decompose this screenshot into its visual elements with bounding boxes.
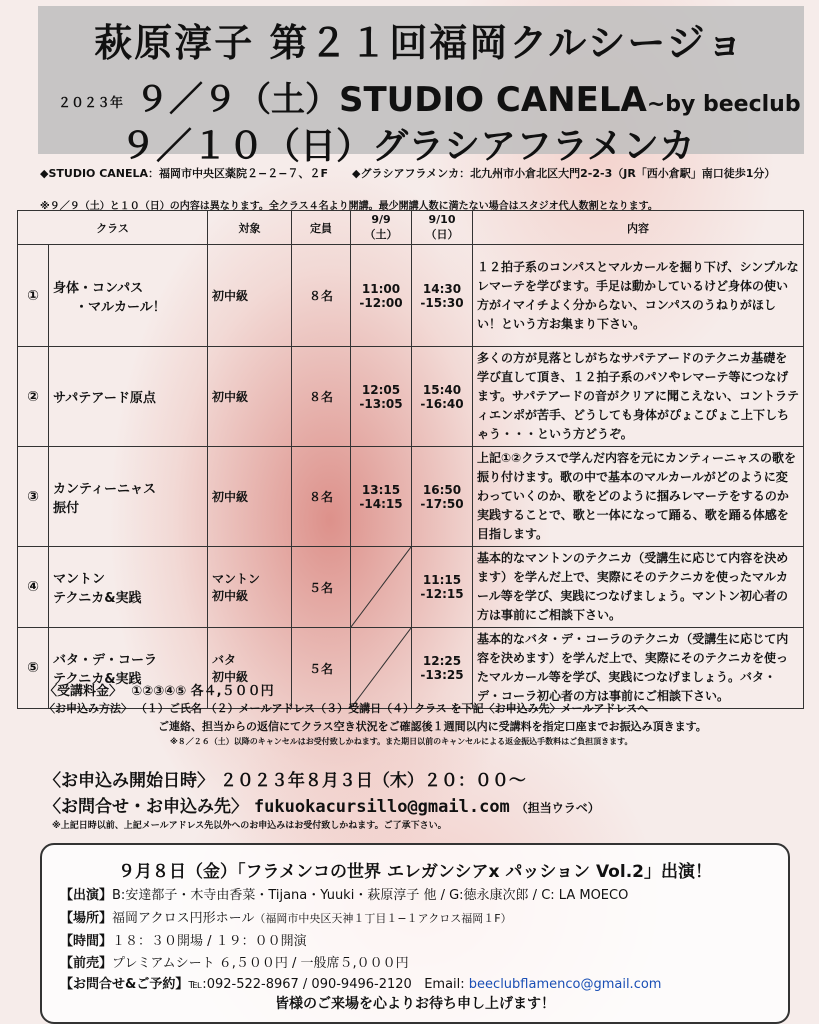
class-name bbox=[49, 245, 208, 347]
header-day2 bbox=[412, 211, 473, 245]
place-value: 福岡アクロス円形ホール bbox=[112, 911, 255, 926]
class-name-line1: 身体・コンパス bbox=[53, 280, 144, 296]
class-content: 基本的なマントンのテクニカ（受講生に応じて内容を決めます）を学んだ上で、実際にそのテクニカを使ったマルカール等を学び、実践につなげましょう。マントン初心者の方は事前にご相談下さい。 bbox=[473, 547, 804, 628]
day1-start: 13:15 bbox=[361, 482, 401, 497]
day2-start: 14:30 bbox=[422, 281, 462, 296]
cast-label: 【出演】 bbox=[60, 888, 113, 903]
table-row bbox=[18, 547, 804, 628]
target-line1: マントン bbox=[212, 572, 261, 586]
class-content: 多くの方が見落としがちなサパテアードのテクニカ基礎を学び直して頂き、１２拍子系のパソやレマーテ等につなげます。サパテアードの音がクリアに聞こえない、コントラティエンポが苦手、どうしても身体がぴょこぴょこ上下しちゃう・・・という方どうぞ。 bbox=[473, 347, 804, 447]
day2-end: -17:50 bbox=[420, 496, 464, 511]
header-class: クラス bbox=[18, 211, 208, 245]
time-label: 【時間】 bbox=[60, 934, 113, 949]
event-title: ９月８日（金）「フラメンコの世界 エレガンシアx パッション Vol.2」出演！ bbox=[118, 862, 712, 882]
event-cast bbox=[60, 884, 628, 903]
event-time bbox=[60, 930, 307, 949]
apply-text-1: （１）ご氏名 （２）メールアドレス（３）受講日（４）クラス を下記〈お申込み先〉メールアドレスへ bbox=[135, 702, 649, 715]
bottom-note: ※上記日時以前、上記メールアドレス先以外へのお申込みはお受付致しかねます。ご了承下さい。 bbox=[52, 821, 447, 831]
target-line1: バタ bbox=[212, 653, 237, 667]
table-row bbox=[18, 245, 804, 347]
time-value: １８：３０開場 / １９：００開演 bbox=[112, 934, 307, 949]
page-title: 萩原淳子 第２１回福岡クルシージョ bbox=[94, 21, 746, 65]
class-name-line1: サパテアード原点 bbox=[53, 391, 156, 406]
inquiry-email[interactable]: beeclubflamenco@gmail.com bbox=[468, 977, 662, 992]
target-line1: 初中級 bbox=[212, 289, 249, 303]
class-name bbox=[49, 347, 208, 447]
fee-label: 〈受講料金〉 bbox=[44, 684, 123, 699]
class-target bbox=[208, 547, 292, 628]
day1-end: -14:15 bbox=[359, 496, 403, 511]
day1-text: ９／９（土）STUDIO CANELA bbox=[135, 80, 647, 120]
inquiry-tel[interactable]: ℡:092-522-8967 / 090-9496-2120 bbox=[188, 977, 412, 992]
class-name-line2: ・マルカール！ bbox=[75, 299, 166, 315]
class-name-line2: 振付 bbox=[53, 500, 80, 516]
class-target bbox=[208, 245, 292, 347]
day2-start: 16:50 bbox=[422, 482, 462, 497]
class-name-line1: マントン bbox=[53, 572, 106, 587]
table-row bbox=[18, 447, 804, 547]
day2-end: -13:25 bbox=[420, 668, 464, 682]
place-address: （福岡市中央区天神１丁目１−１アクロス福岡１F） bbox=[254, 912, 512, 925]
header-day1-dow: （土） bbox=[364, 228, 398, 241]
day2-end: -12:15 bbox=[420, 587, 464, 601]
venue-2: ◆グラシアフラメンカ：北九州市小倉北区大門2-2-3（JR「西小倉駅」南口徒歩1分） bbox=[352, 167, 776, 180]
day1-heading bbox=[135, 72, 801, 121]
apply-label: 〈お申込み方法〉 bbox=[44, 702, 132, 715]
day2-time bbox=[412, 447, 473, 547]
event-inquiry bbox=[60, 973, 661, 992]
header-day2-date: 9/10 bbox=[428, 213, 456, 226]
header-content: 内容 bbox=[473, 211, 804, 245]
start-line bbox=[44, 766, 526, 791]
target-line1: 初中級 bbox=[212, 390, 249, 404]
day2-start: 12:25 bbox=[422, 654, 462, 668]
day1-time-empty bbox=[351, 547, 412, 628]
start-label: 〈お申込み開始日時〉 bbox=[44, 771, 214, 791]
table-header-row bbox=[18, 211, 804, 245]
class-name bbox=[49, 547, 208, 628]
target-line2: 初中級 bbox=[212, 670, 249, 684]
class-name-line1: バタ・デ・コーラ bbox=[53, 653, 158, 668]
table-row bbox=[18, 347, 804, 447]
inquiry-email-label: Email: bbox=[424, 977, 465, 992]
day2-start: 15:40 bbox=[422, 382, 462, 397]
start-value: ２０２３年８月３日（木）２０：００〜 bbox=[219, 771, 526, 791]
event-place bbox=[60, 907, 512, 926]
cancel-note: ※８／２６（土）以降のキャンセルはお受付致しかねます。また期日以前のキャンセルによる返金振込手数料はご負担頂きます。 bbox=[170, 737, 633, 746]
class-table bbox=[17, 210, 804, 709]
class-capacity: ８名 bbox=[292, 447, 351, 547]
price-value: プレミアムシート ６,５００円 / 一般席５,０００円 bbox=[112, 956, 409, 971]
class-target bbox=[208, 347, 292, 447]
fee-value: ①②③④⑤ 各４,５００円 bbox=[131, 684, 274, 699]
class-capacity: ５名 bbox=[292, 628, 351, 709]
day1-time bbox=[351, 347, 412, 447]
day2-time bbox=[412, 628, 473, 709]
day1-time bbox=[351, 447, 412, 547]
day2-time bbox=[412, 547, 473, 628]
class-name-line2: テクニカ&実践 bbox=[53, 591, 142, 606]
price-label: 【前売】 bbox=[60, 956, 113, 971]
apply-line bbox=[44, 700, 648, 716]
row-number: ④ bbox=[18, 547, 49, 628]
class-content: 基本的なバタ・デ・コーラのテクニカ（受講生に応じて内容を決めます）を学んだ上で、実際にそのテクニカを使ったマルカール等を学び、実践につなげましょう。バタ・デ・コーラ初心者の方は事前にご相談下さい。 bbox=[473, 628, 804, 709]
day1-start: 12:05 bbox=[361, 382, 401, 397]
day2-time bbox=[412, 347, 473, 447]
place-label: 【場所】 bbox=[60, 911, 113, 926]
venue-1: ◆STUDIO CANELA：福岡市中央区薬院２−２−７、２F bbox=[40, 167, 328, 180]
row-number: ② bbox=[18, 347, 49, 447]
day1-end: -13:05 bbox=[359, 396, 403, 411]
day2-heading: ９／１０（日）グラシアフラメンカ bbox=[120, 126, 695, 167]
target-line1: 初中級 bbox=[212, 490, 249, 504]
day2-time bbox=[412, 245, 473, 347]
contact-person: （担当ウラベ） bbox=[515, 801, 600, 815]
header-day2-dow: （日） bbox=[425, 228, 459, 241]
day1-time bbox=[351, 245, 412, 347]
class-name-line2: テクニカ&実践 bbox=[53, 672, 142, 687]
day2-end: -15:30 bbox=[420, 295, 464, 310]
contact-email[interactable]: fukuokacursillo@gmail.com bbox=[253, 797, 510, 817]
contact-line bbox=[44, 792, 600, 817]
class-content: １２拍子系のコンパスとマルカールを掘り下げ、シンプルなレマーテを学びます。手足は動かしているけど身体の使い方がイマイチよく分からない、コンパスのうねりがほしい！という方お集まり下さい。 bbox=[473, 245, 804, 347]
row-number: ③ bbox=[18, 447, 49, 547]
year-label: ２０２３年 bbox=[58, 96, 124, 111]
row-number: ⑤ bbox=[18, 628, 49, 709]
header-target: 対象 bbox=[208, 211, 292, 245]
class-content: 上記①②クラスで学んだ内容を元にカンティーニャスの歌を振り付けます。歌の中で基本のマルカールがどのように変わっていくのか、歌をどのように掴みレマーテをするのか実践することで、歌と一体になって踊る、歌を踊る体感を目指します。 bbox=[473, 447, 804, 547]
fee-line bbox=[44, 680, 274, 699]
contact-label: 〈お問合せ・お申込み先〉 bbox=[44, 797, 248, 817]
header-day1-date: 9/9 bbox=[371, 213, 391, 226]
day1-suffix: ~by beeclub bbox=[646, 92, 801, 117]
cast-value: B:安達都子・木寺由香菜・Tijana・Yuuki・萩原淳子 他 / G:徳永康次郎 / C: LA MOECO bbox=[112, 888, 629, 903]
slash-mark bbox=[351, 547, 411, 627]
row-number: ① bbox=[18, 245, 49, 347]
slash-mark bbox=[351, 628, 411, 708]
day2-start: 11:15 bbox=[422, 573, 462, 587]
event-closing: 皆様のご来場を心よりお待ち申し上げます！ bbox=[275, 996, 555, 1012]
target-line2: 初中級 bbox=[212, 589, 249, 603]
class-name-line1: カンティーニャス bbox=[53, 481, 156, 497]
apply-text-2: ご連絡、担当からの返信にてクラス空き状況をご確認後１週間以内に受講料を指定口座までお振込み頂きます。 bbox=[158, 720, 707, 733]
event-price bbox=[60, 952, 409, 971]
day1-time-empty bbox=[351, 628, 412, 709]
class-capacity: ５名 bbox=[292, 547, 351, 628]
inquiry-label: 【お問合せ&ご予約】 bbox=[60, 977, 189, 992]
day2-end: -16:40 bbox=[420, 396, 464, 411]
class-capacity: ８名 bbox=[292, 347, 351, 447]
header-capacity: 定員 bbox=[292, 211, 351, 245]
class-name bbox=[49, 447, 208, 547]
class-target bbox=[208, 447, 292, 547]
day1-start: 11:00 bbox=[361, 281, 401, 296]
class-capacity: ８名 bbox=[292, 245, 351, 347]
day1-end: -12:00 bbox=[359, 295, 403, 310]
schedule-note: ※９／９（土）と１０（日）の内容は異なります。全クラス４名より開講。最少開講人数に満たない場合はスタジオ代人数割となります。 bbox=[40, 201, 658, 212]
header-day1 bbox=[351, 211, 412, 245]
